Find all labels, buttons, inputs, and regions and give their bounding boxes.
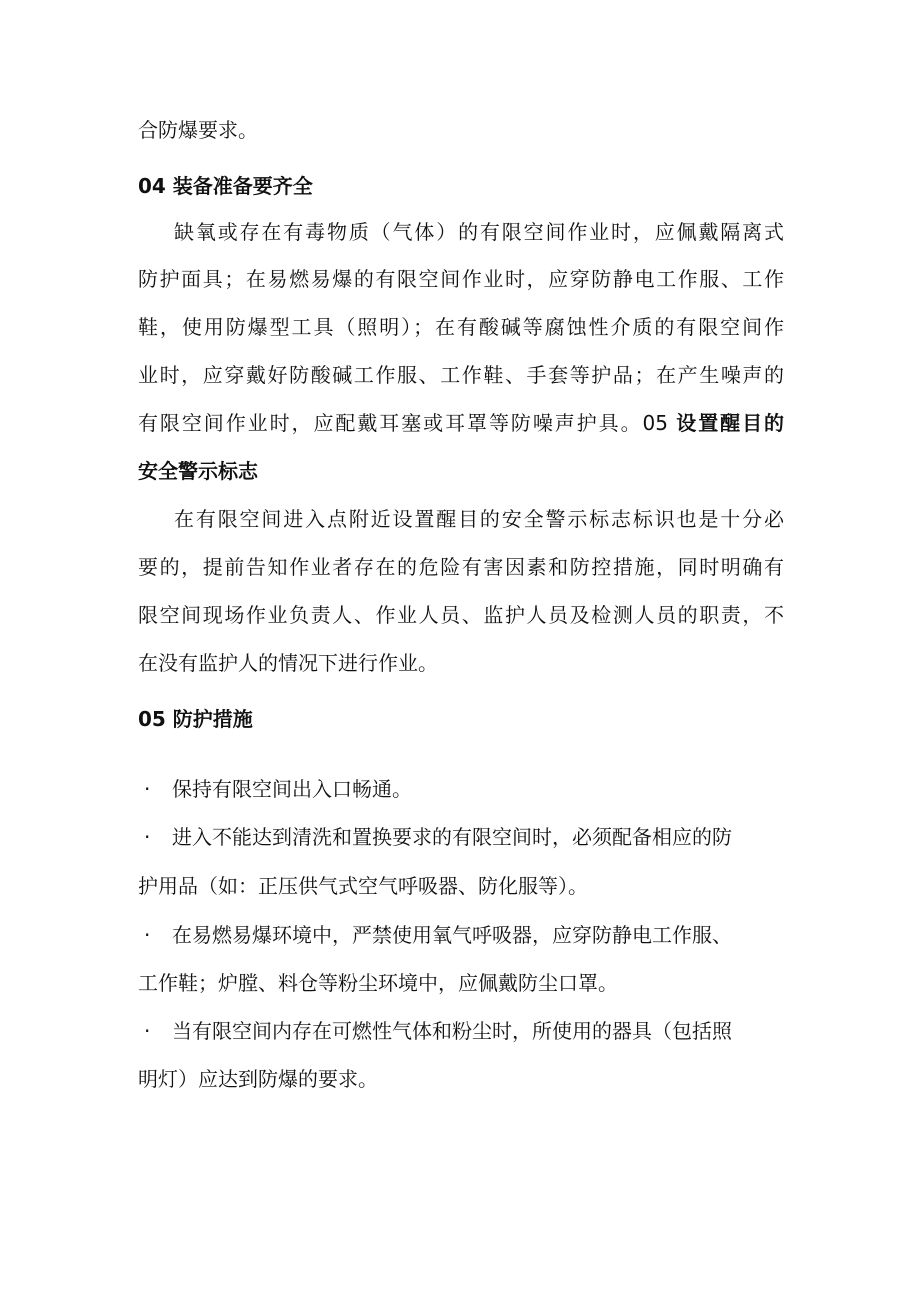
inline-heading-continuation: 安全警示标志 — [138, 459, 258, 483]
bullet-dot: · — [144, 1019, 151, 1043]
section-04-paragraph-line: 防护面具；在易燃易爆的有限空间作业时，应穿防静电工作服、工作 — [138, 267, 784, 291]
bullet-dot: · — [144, 777, 151, 801]
section-04-heading: 04 装备准备要齐全 — [138, 174, 313, 198]
section-04-paragraph-line: 鞋，使用防爆型工具（照明）；在有酸碱等腐蚀性介质的有限空间作 — [138, 315, 784, 339]
bullet-item — [138, 1017, 784, 1045]
bullet-dot: · — [144, 825, 151, 849]
section-04-paragraph-line: 业时，应穿戴好防酸碱工作服、工作鞋、手套等护品；在产生噪声的 — [138, 363, 784, 387]
inline-heading-number: 05 — [642, 411, 677, 435]
section-05a-paragraph-line: 限空间现场作业负责人、作业人员、监护人员及检测人员的职责，不 — [138, 603, 784, 627]
bullet-text: 保持有限空间出入口畅通。 — [172, 777, 412, 801]
bullet-item — [138, 921, 784, 949]
section-04-paragraph-line: 缺氧或存在有毒物质（气体）的有限空间作业时，应佩戴隔离式 — [174, 220, 784, 244]
bullet-item — [138, 823, 784, 851]
bullet-text: 当有限空间内存在可燃性气体和粉尘时，所使用的器具（包括照 — [172, 1019, 732, 1043]
continuation-line: 合防爆要求。 — [138, 118, 258, 142]
section-05a-paragraph-line: 在没有监护人的情况下进行作业。 — [138, 651, 438, 675]
section-04-paragraph-last-line — [138, 409, 784, 437]
section-05b-heading: 05 防护措施 — [138, 707, 253, 731]
bullet-item — [138, 775, 784, 803]
bullet-text-continuation: 明灯）应达到防爆的要求。 — [138, 1067, 378, 1091]
section-05a-paragraph-line: 在有限空间进入点附近设置醒目的安全警示标志标识也是十分必 — [174, 507, 784, 531]
bullet-text-continuation: 工作鞋；炉膛、料仓等粉尘环境中，应佩戴防尘口罩。 — [138, 971, 618, 995]
section-05a-paragraph-line: 要的，提前告知作业者存在的危险有害因素和防控措施，同时明确有 — [138, 555, 784, 579]
bullet-dot: · — [144, 923, 151, 947]
section-04-last-text: 有限空间作业时，应配戴耳塞或耳罩等防噪声护具。 — [138, 411, 643, 435]
bullet-text-continuation: 护用品（如：正压供气式空气呼吸器、防化服等）。 — [138, 874, 588, 898]
bullet-text: 在易燃易爆环境中，严禁使用氧气呼吸器，应穿防静电工作服、 — [172, 923, 732, 947]
bullet-text: 进入不能达到清洗和置换要求的有限空间时，必须配备相应的防 — [172, 825, 732, 849]
inline-heading-bold: 设置醒目的 — [676, 411, 785, 435]
